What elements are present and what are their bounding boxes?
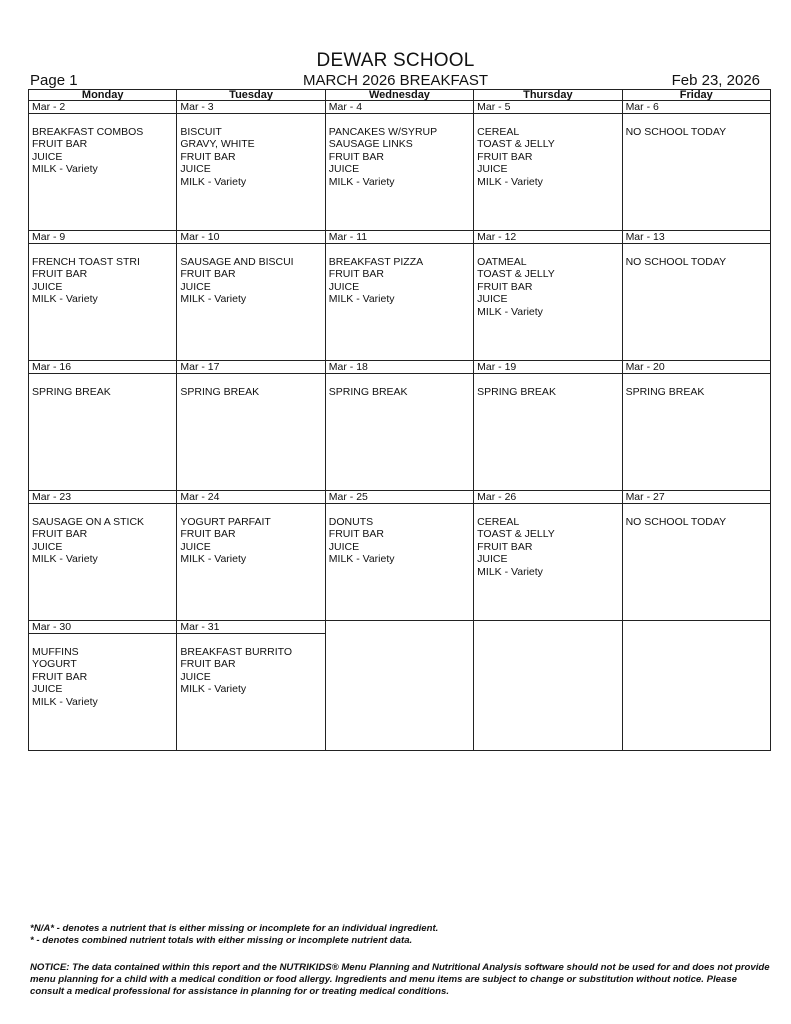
week-row <box>29 101 771 231</box>
menu-item: MILK - Variety <box>477 175 543 188</box>
menu-item-list <box>29 504 176 566</box>
weekday-header: Wednesday <box>325 90 473 101</box>
day-date: Mar - 4 <box>326 101 473 114</box>
day-cell <box>325 361 473 491</box>
week-row <box>29 491 771 621</box>
menu-item: JUICE <box>32 540 63 553</box>
menu-item: JUICE <box>32 150 63 163</box>
day-cell <box>29 231 177 361</box>
day-date: Mar - 19 <box>474 361 621 374</box>
menu-item: FRENCH TOAST STRI <box>32 256 140 268</box>
weekday-header: Friday <box>622 90 770 101</box>
day-cell <box>622 231 770 361</box>
weekday-header: Monday <box>29 90 177 101</box>
footnote-star: * - denotes combined nutrient totals with either missing or incomplete nutrient data. <box>30 935 413 946</box>
day-cell <box>177 231 325 361</box>
footnotes <box>30 923 770 947</box>
day-cell <box>177 101 325 231</box>
menu-item-list <box>623 244 770 268</box>
menu-item-list <box>29 374 176 398</box>
menu-item: FRUIT BAR <box>477 540 533 553</box>
day-cell <box>29 361 177 491</box>
day-cell <box>622 361 770 491</box>
menu-item-list <box>29 114 176 176</box>
menu-item: JUICE <box>32 683 63 696</box>
menu-item: YOGURT <box>32 658 77 671</box>
menu-item: JUICE <box>328 163 360 176</box>
menu-item-list <box>623 114 770 138</box>
day-cell <box>474 491 622 621</box>
menu-item: FRUIT BAR <box>32 528 88 541</box>
menu-item: JUICE <box>477 293 508 306</box>
menu-item-list <box>326 244 473 306</box>
day-cell <box>622 621 770 751</box>
menu-calendar <box>28 89 771 751</box>
day-cell <box>622 101 770 231</box>
menu-item: CEREAL <box>477 516 520 528</box>
day-date: Mar - 6 <box>623 101 770 114</box>
menu-item: FRUIT BAR <box>32 268 88 281</box>
day-date: Mar - 16 <box>29 361 176 374</box>
menu-item: JUICE <box>328 540 360 553</box>
menu-item-list <box>326 504 473 566</box>
day-cell <box>29 621 177 751</box>
menu-item-list <box>326 114 473 188</box>
menu-item: YOGURT PARFAIT <box>180 516 271 528</box>
menu-item: BREAKFAST PIZZA <box>328 256 424 268</box>
day-date: Mar - 25 <box>326 491 473 504</box>
menu-item: JUICE <box>180 280 211 293</box>
menu-item: SAUSAGE LINKS <box>328 138 413 151</box>
menu-item: FRUIT BAR <box>180 528 236 541</box>
menu-item: BREAKFAST COMBOS <box>32 126 144 138</box>
menu-item: SPRING BREAK <box>180 386 260 398</box>
report-date: Feb 23, 2026 <box>671 72 760 89</box>
menu-item: FRUIT BAR <box>477 150 533 163</box>
week-row <box>29 621 771 751</box>
school-name: DEWAR SCHOOL <box>316 50 475 71</box>
footnote-na: *N/A* - denotes a nutrient that is either missing or incomplete for an individual ingredient. <box>30 923 439 934</box>
day-cell <box>177 361 325 491</box>
day-date: Mar - 24 <box>177 491 324 504</box>
menu-item: MILK - Variety <box>477 305 543 318</box>
menu-item-list <box>177 114 324 188</box>
menu-item: SPRING BREAK <box>32 386 111 398</box>
day-cell <box>325 231 473 361</box>
menu-item: TOAST & JELLY <box>477 528 555 541</box>
weekday-header: Tuesday <box>177 90 325 101</box>
day-date: Mar - 31 <box>177 621 324 634</box>
menu-item: MUFFINS <box>32 646 79 658</box>
menu-item: SPRING BREAK <box>328 386 408 398</box>
menu-item: FRUIT BAR <box>180 658 236 671</box>
menu-item: FRUIT BAR <box>328 528 385 541</box>
menu-item-list <box>474 244 621 318</box>
day-date: Mar - 18 <box>326 361 473 374</box>
day-date: Mar - 11 <box>326 231 473 244</box>
menu-item: NO SCHOOL TODAY <box>625 516 727 528</box>
menu-item: OATMEAL <box>477 256 527 268</box>
weekday-header-row <box>29 90 771 101</box>
menu-item: MILK - Variety <box>328 293 395 306</box>
weekday-header: Thursday <box>474 90 622 101</box>
menu-item: GRAVY, WHITE <box>180 138 255 151</box>
menu-item-list <box>177 244 324 306</box>
menu-title: MARCH 2026 BREAKFAST <box>302 72 489 89</box>
notice-disclaimer: NOTICE: The data contained within this report and the NUTRIKIDS® Menu Planning and Nutritional Analysis software should not be used for and does not provide menu planning for a child with a medical condition or food allergy. Ingredients and menu items are subject to change or substitution without notice. Please consult a medical professional for assistance in planning for or treating medical conditions. <box>30 962 770 997</box>
day-date: Mar - 10 <box>177 231 324 244</box>
day-cell <box>29 491 177 621</box>
day-cell <box>29 101 177 231</box>
day-cell <box>177 491 325 621</box>
menu-item-list <box>623 504 770 528</box>
day-date: Mar - 13 <box>623 231 770 244</box>
day-date: Mar - 27 <box>623 491 770 504</box>
menu-item: MILK - Variety <box>180 683 247 696</box>
menu-item-list <box>177 374 324 398</box>
day-date: Mar - 26 <box>474 491 621 504</box>
menu-item-list <box>474 504 621 578</box>
day-cell <box>325 101 473 231</box>
menu-item: SAUSAGE ON A STICK <box>32 516 145 528</box>
day-date: Mar - 5 <box>474 101 621 114</box>
menu-item-list <box>474 374 621 398</box>
menu-item: JUICE <box>328 280 360 293</box>
menu-item: JUICE <box>32 280 63 293</box>
day-cell <box>325 491 473 621</box>
day-cell <box>474 621 622 751</box>
page-number: Page 1 <box>30 72 78 89</box>
menu-item: JUICE <box>477 163 508 176</box>
day-date: Mar - 30 <box>29 621 176 634</box>
menu-item-list <box>29 244 176 306</box>
menu-item: MILK - Variety <box>32 163 98 176</box>
menu-item: FRUIT BAR <box>328 150 385 163</box>
menu-item: MILK - Variety <box>328 553 395 566</box>
menu-item: MILK - Variety <box>477 565 543 578</box>
menu-item: MILK - Variety <box>32 695 98 708</box>
menu-item: BREAKFAST BURRITO <box>180 646 293 658</box>
menu-item: SPRING BREAK <box>477 386 556 398</box>
menu-item-list <box>623 374 770 398</box>
day-cell <box>474 101 622 231</box>
menu-item: FRUIT BAR <box>180 268 236 281</box>
menu-item: JUICE <box>180 163 211 176</box>
menu-item: MILK - Variety <box>180 175 247 188</box>
day-date: Mar - 2 <box>29 101 176 114</box>
menu-item: NO SCHOOL TODAY <box>625 126 727 138</box>
menu-item-list <box>177 504 324 566</box>
menu-item-list <box>474 114 621 188</box>
menu-item: MILK - Variety <box>180 553 247 566</box>
menu-item: PANCAKES W/SYRUP <box>328 126 438 138</box>
day-date: Mar - 3 <box>177 101 324 114</box>
menu-item: FRUIT BAR <box>477 280 533 293</box>
day-date: Mar - 9 <box>29 231 176 244</box>
week-row <box>29 231 771 361</box>
menu-item: SPRING BREAK <box>625 386 705 398</box>
menu-item: FRUIT BAR <box>328 268 385 281</box>
day-cell <box>474 231 622 361</box>
day-cell <box>474 361 622 491</box>
menu-item: JUICE <box>180 670 211 683</box>
menu-item: FRUIT BAR <box>32 670 88 683</box>
menu-item: JUICE <box>477 553 508 566</box>
menu-item: FRUIT BAR <box>180 150 236 163</box>
menu-item: BISCUIT <box>180 126 222 138</box>
menu-item-list <box>29 634 176 708</box>
menu-item: MILK - Variety <box>180 293 247 306</box>
day-cell <box>325 621 473 751</box>
menu-item: CEREAL <box>477 126 520 138</box>
menu-item: FRUIT BAR <box>32 138 88 151</box>
menu-item: MILK - Variety <box>328 175 395 188</box>
menu-item-list <box>177 634 324 696</box>
menu-item: MILK - Variety <box>32 553 98 566</box>
day-date: Mar - 17 <box>177 361 324 374</box>
menu-item: NO SCHOOL TODAY <box>625 256 727 268</box>
menu-item: JUICE <box>180 540 211 553</box>
day-date: Mar - 20 <box>623 361 770 374</box>
day-cell <box>177 621 325 751</box>
menu-item: DONUTS <box>328 516 374 528</box>
week-row <box>29 361 771 491</box>
menu-item: MILK - Variety <box>32 293 98 306</box>
day-date: Mar - 12 <box>474 231 621 244</box>
day-date: Mar - 23 <box>29 491 176 504</box>
menu-item: SAUSAGE AND BISCUI <box>180 256 294 268</box>
menu-item-list <box>326 374 473 398</box>
day-cell <box>622 491 770 621</box>
menu-item: TOAST & JELLY <box>477 138 555 151</box>
menu-item: TOAST & JELLY <box>477 268 555 281</box>
